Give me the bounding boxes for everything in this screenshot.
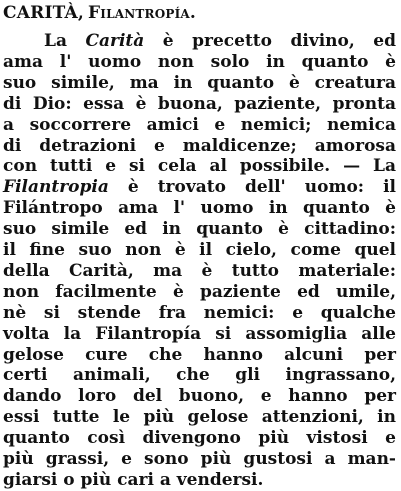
text-line <box>3 427 396 449</box>
line-text: nè si stende fra nemici: e qualche <box>3 302 396 323</box>
text-line <box>3 260 396 282</box>
italic-term: Carità <box>85 31 145 51</box>
text-line <box>3 469 396 491</box>
entry-subtitle: Filantropía. <box>88 3 197 23</box>
italic-term: Filantropia <box>3 177 109 198</box>
entry-heading <box>3 3 196 23</box>
text-line <box>3 302 396 324</box>
line-text: di detrazioni e maldicenze; amorosa <box>3 135 396 156</box>
line-text: essi tutte le più gelose attenzioni, in <box>3 407 396 428</box>
line-text: più grassi, e sono più gustosi a man- <box>3 449 396 469</box>
line-text: è precetto divino, ed <box>144 31 396 51</box>
text-line <box>3 114 396 136</box>
line-text: quanto così divengono più vistosi e <box>3 428 396 449</box>
line-text: di Dio: essa è buona, paziente, pronta <box>3 93 396 114</box>
line-text: La <box>44 31 86 51</box>
line-text: della Carità, ma è tutto materiale: <box>3 260 396 281</box>
text-line <box>3 72 396 94</box>
text-line <box>3 364 396 386</box>
line-text: ama l' uomo non solo in quanto è <box>3 51 396 72</box>
text-line <box>3 93 396 115</box>
text-line <box>3 135 396 157</box>
entry-title: CARITÀ, <box>3 3 85 23</box>
text-line <box>3 176 396 198</box>
text-line <box>3 197 396 219</box>
line-text: con tutti e si cela al possibile. — La <box>3 156 396 177</box>
text-line <box>3 281 396 303</box>
text-line <box>3 406 396 428</box>
line-text: non facilmente è paziente ed umile, <box>3 281 396 302</box>
line-text: dando loro del buono, e hanno per <box>3 386 396 407</box>
line-text: volta la Filantropía si assomiglia alle <box>3 323 396 344</box>
line-text: giarsi o più cari a vendersi. <box>3 469 264 490</box>
text-line <box>3 51 396 73</box>
line-text: suo simile ed in quanto è cittadino: <box>3 219 396 240</box>
line-text: suo simile, ma in quanto è creatura <box>3 72 396 93</box>
text-line <box>3 239 396 261</box>
text-line <box>3 385 396 407</box>
line-text: Filántropo ama l' uomo in quanto è <box>3 198 396 219</box>
text-line <box>3 155 396 177</box>
text-line <box>44 30 396 52</box>
text-line <box>3 218 396 240</box>
line-text: a soccorrere amici e nemici; nemica <box>3 114 396 135</box>
text-line <box>3 344 396 366</box>
line-text: gelose cure che hanno alcuni per <box>3 344 396 365</box>
text-line <box>3 323 396 345</box>
line-text: è trovato dell' uomo: il <box>108 177 396 198</box>
line-text: il fine suo non è il cielo, come quel <box>3 240 396 260</box>
text-line <box>3 448 396 470</box>
line-text: certi animali, che gli ingrassano, <box>3 365 396 386</box>
